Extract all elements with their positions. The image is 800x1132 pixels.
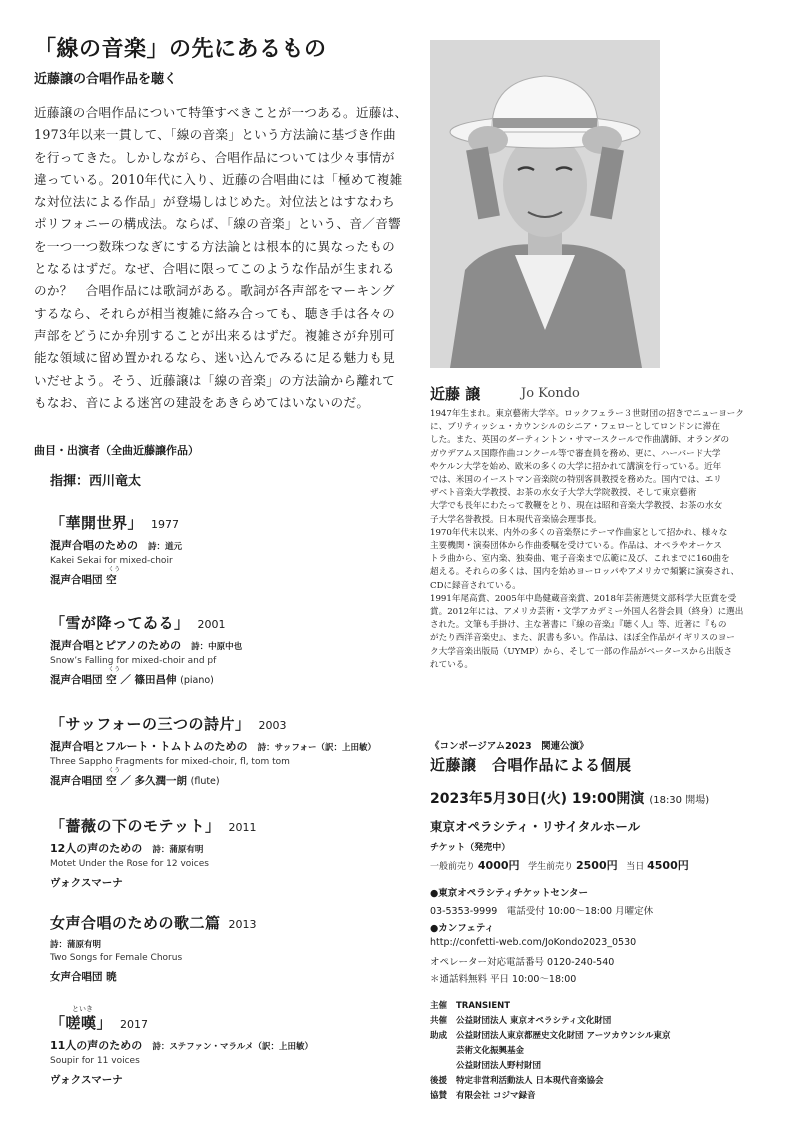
conductor: 指揮：西川竜太 — [50, 474, 142, 489]
work-title: 「薔薇の下のモテット」 — [50, 817, 221, 835]
credit-value: 芸術文化振興基金 — [456, 1046, 525, 1056]
credit-key: 共催 — [430, 1016, 448, 1026]
ticket-center-phone: 03-5353-9999 電話受付 10:00～18:00 月曜定休 — [430, 906, 654, 917]
work-poet: 詩：道元 — [148, 542, 183, 552]
concert-date — [430, 788, 709, 808]
bio-line: ク大学音楽出版局（UYMP）から、そして一部の作品がペータースから出版さ — [430, 646, 733, 657]
work-item — [50, 1005, 400, 1087]
essay-line: を行ってきた。しかしながら、合唱作品については少々事情が — [34, 149, 395, 165]
essay-line: な対位法による作品」が登場しはじめた。対位法とはすなわち — [34, 194, 396, 210]
work-poet: 詩：サッフォー（訳：上田敏） — [257, 743, 376, 753]
work-extra-performer: ／ 篠田昌伸 — [120, 674, 177, 686]
bio-line: れている。 — [430, 659, 473, 670]
work-year: 2003 — [258, 719, 287, 732]
work-subtitle: 混声合唱とピアノのための — [50, 639, 182, 652]
work-english-title: Snow’s Falling for mixed-choir and pf — [50, 656, 217, 666]
essay-line: を一つ一つ数珠つなぎにする方法論とは根本的に異なったもの — [34, 238, 396, 254]
work-performer: 混声合唱団 — [50, 674, 103, 686]
essay-line: 近藤譲の合唱作品について特筆すべきことが一つある。近藤は、 — [34, 105, 408, 120]
bio-line: トラ曲から、室内楽、独奏曲、電子音楽まで広範に及び、これまでに160曲を — [430, 554, 730, 565]
work-performer: 混声合唱団 — [50, 775, 103, 787]
bio-line: に、ブリティッシュ・カウンシルのシニア・フェローとしてロンドンに滞在 — [430, 422, 720, 433]
confetti-name: ●カンフェティ — [430, 923, 495, 934]
essay-line: 1973年以来一貫して、「線の音楽」という方法論に基づき作曲 — [34, 127, 396, 143]
doors-open: (18:30 開場) — [649, 795, 710, 806]
work-extra-performer: ／ 多久潤一朗 — [120, 775, 187, 787]
work-year: 2011 — [228, 821, 257, 834]
work-english-title: Kakei Sekai for mixed-choir — [50, 556, 173, 566]
work-poet: 詩：ステファン・マラルメ（訳：上田敏） — [152, 1042, 313, 1052]
ticket-type: 学生前売り — [528, 862, 574, 872]
credit-value: 特定非営利活動法人 日本現代音楽協会 — [456, 1076, 604, 1086]
credit-row — [430, 1074, 603, 1086]
work-performer: ヴォクスマーナ — [50, 877, 123, 889]
composer-name-english: Jo Kondo — [521, 386, 580, 401]
essay-line: もなお、音による迷宮の建設をあきらめてはいないのだ。 — [34, 394, 370, 410]
ticket-type: 当日 — [626, 862, 645, 872]
work-performer-kuu: 空 — [106, 775, 117, 787]
work-year: 2013 — [228, 918, 257, 931]
work-item — [50, 512, 400, 587]
credit-row — [430, 1089, 535, 1101]
bio-line: 賞。2012年には、アメリカ芸術・文学アカデミー外国人名誉会員（終身）に選出 — [430, 607, 744, 618]
essay-line: となるはずだ。なぜ、合唱に限ってこのような作品が生まれる — [34, 261, 395, 277]
ruby: くう — [108, 566, 121, 573]
composer-biography — [430, 408, 780, 672]
venue: 東京オペラシティ・リサイタルホール — [430, 819, 641, 834]
ticket-center-name: ●東京オペラシティチケットセンター — [430, 888, 589, 899]
bio-line: 超える。それらの多くは、国内を始めヨーロッパやアメリカで頻繁に演奏され、 — [430, 567, 740, 578]
composer-name: 近藤 譲 — [430, 385, 481, 403]
credit-value: 公益財団法人東京都歴史文化財団 アーツカウンシル東京 — [456, 1031, 671, 1041]
bio-line: 1947年生まれ。東京藝術大学卒。ロックフェラー３世財団の招きでニューヨーク — [430, 409, 744, 419]
credit-key: 後援 — [430, 1076, 448, 1086]
credit-row — [430, 1059, 541, 1071]
essay-line: のか？ 合唱作品には歌詞がある。歌詞が各声部をマーキング — [34, 283, 395, 299]
bio-line: 主要機関・演奏団体から作曲委嘱を受けている。作品は、オペラやオーケス — [430, 541, 722, 552]
work-subtitle: 12人の声のための — [50, 842, 143, 855]
bio-line: 大学でも長年にわたって教鞭をとり、現在は昭和音楽大学教授、お茶の水女 — [430, 501, 723, 512]
instrument-note: (flute) — [190, 776, 220, 787]
work-performer-kuu: 空 — [106, 574, 117, 586]
page-subtitle: 近藤譲の合唱作品を聴く — [34, 72, 178, 87]
bio-line: ザベト音楽大学教授、お茶の水女子大学大学院教授、そして東京藝術 — [430, 488, 697, 499]
work-english-title: Three Sappho Fragments for mixed-choir, fl, tom tom — [50, 757, 290, 767]
credit-value: 有限会社 コジマ録音 — [456, 1091, 536, 1101]
toll-free-note: ＊通話料無料 平日 10:00～18:00 — [430, 974, 577, 985]
work-item — [50, 713, 400, 788]
credit-value: TRANSIENT — [456, 1001, 511, 1011]
work-english-title: Motet Under the Rose for 12 voices — [50, 859, 209, 869]
work-english-title: Soupir for 11 voices — [50, 1056, 140, 1066]
concert-date-text: 2023年5月30日(火) 19:00開演 — [430, 791, 645, 807]
concert-series: 《コンポージアム2023 関連公演》 — [430, 741, 589, 752]
essay-line: するなら、それらが相当複雑に絡み合っても、聴き手は各々の — [34, 305, 396, 321]
credit-row — [430, 1014, 611, 1026]
composer-photo — [430, 40, 660, 368]
bio-line: やケルン大学を始め、欧米の多くの大学に招かれて講演を行っている。近年 — [430, 461, 722, 472]
work-performer: 混声合唱団 — [50, 574, 103, 586]
bio-line: された。文筆も手掛け、主な著書に『線の音楽』『聴く人』等、近著に『もの — [430, 620, 727, 631]
credit-key: 助成 — [430, 1031, 448, 1041]
concert-title: 近藤譲 合唱作品による個展 — [430, 756, 632, 774]
work-poet: 詩：中原中也 — [191, 642, 243, 652]
bio-line: では、米国のイーストマン音楽院の特別客員教授を務めた。国内では、エリ — [430, 475, 722, 486]
ruby: といき — [72, 1005, 93, 1013]
ticket-price: 2500円 — [576, 859, 618, 872]
work-title: 女声合唱のための歌二篇 — [50, 914, 221, 932]
work-year: 2001 — [197, 618, 226, 631]
work-year: 2017 — [120, 1018, 149, 1031]
work-title: 「嗟嘆」 — [50, 1014, 113, 1032]
work-performer-kuu: 空 — [106, 674, 117, 686]
work-performer: 女声合唱団 暁 — [50, 971, 117, 983]
credit-row — [430, 1044, 524, 1056]
work-title: 「雪が降ってゐる」 — [50, 614, 190, 632]
work-subtitle: 混声合唱のための — [50, 539, 138, 552]
essay-line: ポリフォニーの構成法。ならば、「線の音楽」という、音／音響 — [34, 216, 401, 232]
work-performer: ヴォクスマーナ — [50, 1074, 123, 1086]
essay-line: 声部をどうにか弁別することが出来るはずだ。複雑さが弁別可 — [34, 327, 396, 343]
essay-line: 違っている。2010年代に入り、近藤の合唱曲には「極めて複雑 — [34, 171, 403, 187]
essay-line: 能な領域に留め置かれるなら、迷い込んでみるに足る魅力も見 — [34, 350, 396, 366]
confetti-phone: オペレーター対応電話番号 0120-240-540 — [430, 957, 615, 968]
bio-line: ガウデアムス国際作曲コンクール等で審査員を務め、更に、ハーバード大学 — [430, 448, 721, 459]
composer-photo-illustration — [430, 40, 660, 368]
work-item — [50, 612, 400, 687]
essay-line: いだせよう。そう、近藤譲は「線の音楽」の方法論から離れて — [34, 372, 396, 388]
instrument-note: (piano) — [180, 675, 214, 686]
ruby: くう — [108, 666, 121, 673]
credit-row — [430, 999, 510, 1011]
ruby: くう — [108, 767, 121, 774]
essay — [34, 102, 408, 414]
work-subtitle: 混声合唱とフルート・トムトムのための — [50, 740, 248, 753]
credit-value: 公益財団法人野村財団 — [456, 1061, 542, 1071]
ticket-price: 4500円 — [647, 859, 689, 872]
work-poet: 詩：蒲原有明 — [152, 845, 204, 855]
work-poet: 詩：蒲原有明 — [50, 940, 102, 950]
ticket-type: 一般前売り — [430, 862, 476, 872]
bio-line: がたり西洋音楽史』、また、訳書も多い。作品は、ほぼ全作品がイギリスのヨー — [430, 633, 735, 644]
work-year: 1977 — [151, 518, 180, 531]
ticket-prices — [430, 857, 689, 873]
confetti-url[interactable]: http://confetti-web.com/JoKondo2023_0530 — [430, 937, 637, 948]
work-item — [50, 912, 400, 984]
ticket-price: 4000円 — [477, 859, 520, 872]
credit-value: 公益財団法人 東京オペラシティ文化財団 — [456, 1016, 612, 1026]
work-item — [50, 815, 400, 890]
bio-line: CDに録音されている。 — [430, 580, 521, 591]
credit-key: 主催 — [430, 1001, 448, 1011]
work-subtitle: 11人の声のための — [50, 1039, 143, 1052]
credit-key: 協賛 — [430, 1091, 448, 1101]
bio-line: 子大学名誉教授。日本現代音楽協会理事長。 — [430, 514, 602, 525]
program-header: 曲目・出演者（全曲近藤譲作品） — [34, 444, 199, 457]
work-english-title: Two Songs for Female Chorus — [50, 953, 183, 963]
bio-line: 1970年代末以来、内外の多くの音楽祭にテーマ作曲家として招かれ、様々な — [430, 527, 728, 538]
bio-line: 1991年尾高賞、2005年中島健蔵音楽賞、2018年芸術選奨文部科学大臣賞を受 — [430, 593, 737, 604]
work-title: 「華開世界」 — [50, 514, 144, 532]
page-title: 「線の音楽」の先にあるもの — [34, 37, 327, 62]
work-title: 「サッフォーの三つの詩片」 — [50, 715, 251, 733]
credit-row — [430, 1029, 670, 1041]
ticket-label: チケット（発売中） — [430, 843, 511, 853]
bio-line: した。また、英国のダーティントン・サマースクールで作曲講師、オランダの — [430, 435, 730, 446]
